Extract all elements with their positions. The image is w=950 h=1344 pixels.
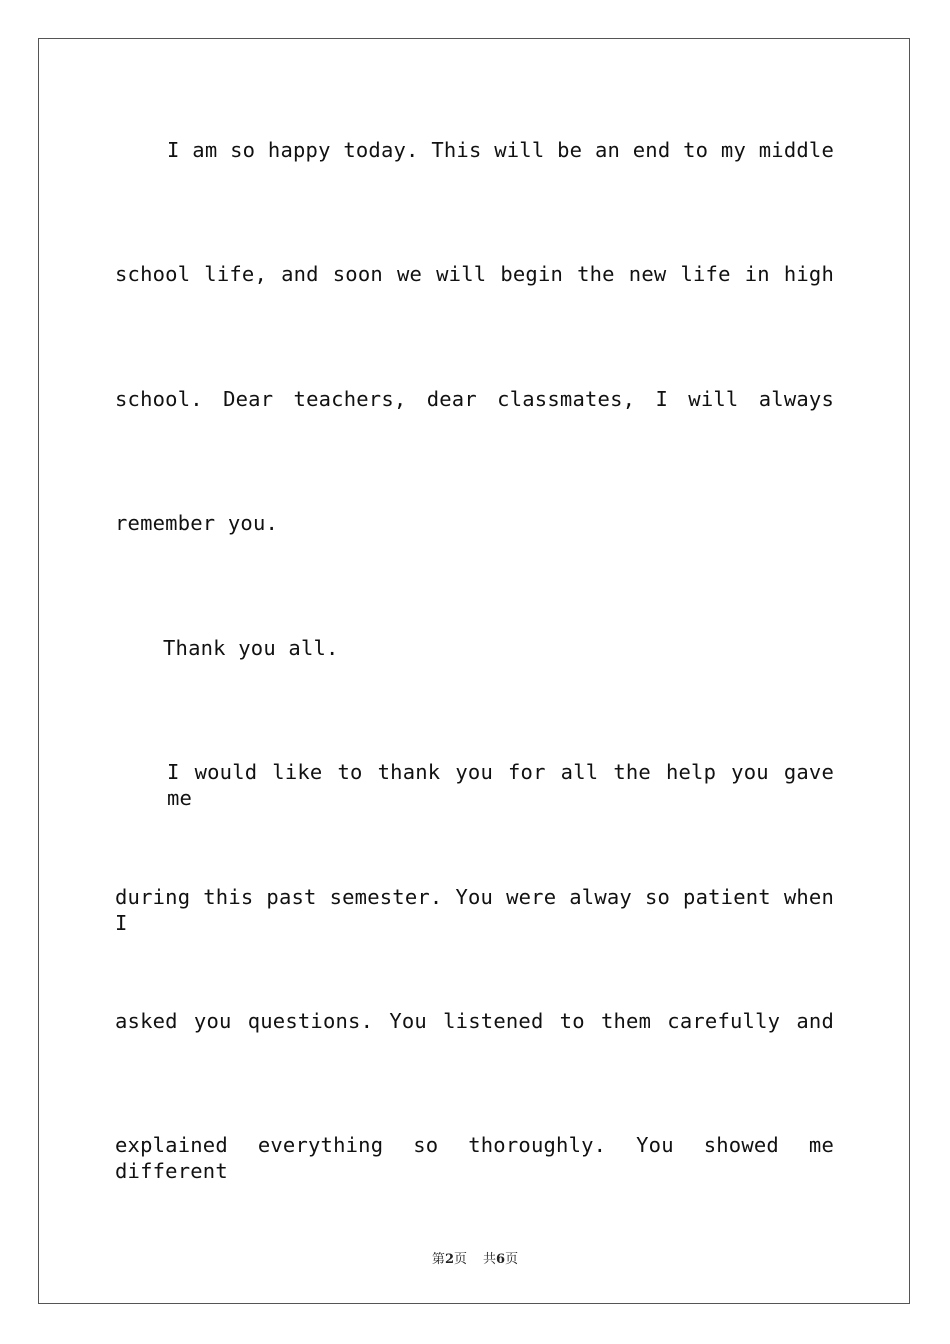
body-line-6: I would like to thank you for all the help you gave me bbox=[167, 760, 834, 810]
body-line-7: during this past semester. You were alway so patient when I bbox=[115, 885, 834, 935]
footer-prefix: 第 bbox=[431, 1252, 445, 1267]
body-line-5: Thank you all. bbox=[163, 636, 339, 660]
body-line-8: asked you questions. You listened to them carefully and bbox=[115, 1009, 834, 1033]
footer-total-suffix: 页 bbox=[505, 1252, 519, 1267]
footer-total-prefix: 共 bbox=[483, 1252, 497, 1267]
footer-current-page: 2 bbox=[444, 1252, 454, 1267]
footer-page-suffix: 页 bbox=[453, 1252, 467, 1267]
page-frame bbox=[38, 38, 910, 1304]
body-line-2: school life, and soon we will begin the new life in high bbox=[115, 262, 834, 286]
body-line-4: remember you. bbox=[115, 511, 279, 535]
body-line-1: I am so happy today. This will be an end to my middle bbox=[167, 138, 834, 162]
page-footer bbox=[0, 1248, 950, 1267]
body-line-3: school. Dear teachers, dear classmates, I will always bbox=[115, 387, 834, 411]
footer-total-pages: 6 bbox=[496, 1252, 506, 1267]
body-line-9: explained everything so thoroughly. You showed me different bbox=[115, 1133, 834, 1183]
